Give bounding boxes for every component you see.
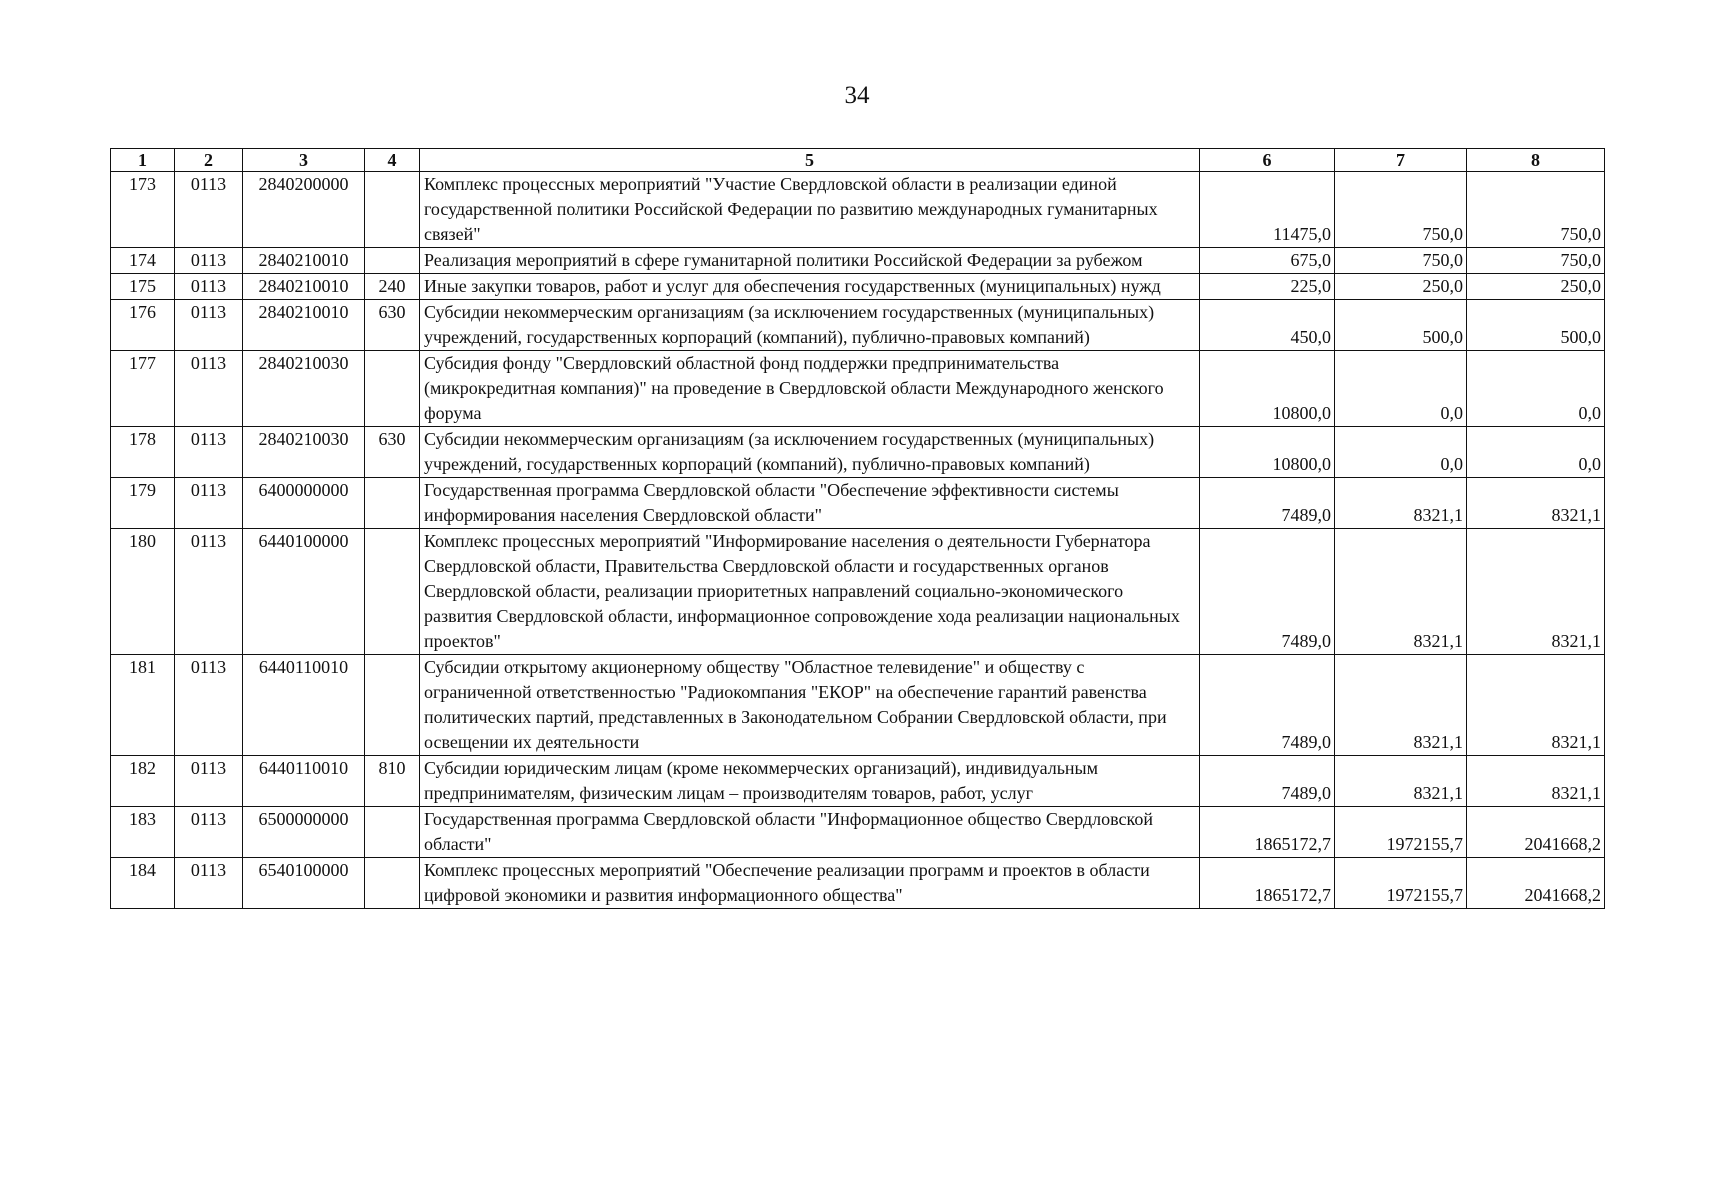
- item-name: Государственная программа Свердловской области "Обеспечение эффективности системы информирования населения Свердловской области": [420, 478, 1200, 529]
- amount-col-8: 8321,1: [1467, 529, 1605, 655]
- section-code: 0113: [175, 274, 243, 300]
- amount-col-8: 750,0: [1467, 248, 1605, 274]
- item-name: Комплекс процессных мероприятий "Обеспечение реализации программ и проектов в области цифровой экономики и развития информационного общества": [420, 858, 1200, 909]
- amount-col-6: 675,0: [1200, 248, 1335, 274]
- table-row: [111, 807, 1605, 858]
- amount-col-7: 0,0: [1335, 427, 1467, 478]
- amount-col-8: 0,0: [1467, 427, 1605, 478]
- expense-type-code: [365, 248, 420, 274]
- amount-col-7: 1972155,7: [1335, 807, 1467, 858]
- header-cell: 7: [1335, 149, 1467, 172]
- table-row: [111, 655, 1605, 756]
- row-number: 180: [111, 529, 175, 655]
- row-number: 183: [111, 807, 175, 858]
- table-row: [111, 427, 1605, 478]
- amount-col-7: 8321,1: [1335, 529, 1467, 655]
- amount-col-6: 11475,0: [1200, 172, 1335, 248]
- amount-col-8: 0,0: [1467, 351, 1605, 427]
- expense-type-code: [365, 655, 420, 756]
- header-cell: 6: [1200, 149, 1335, 172]
- section-code: 0113: [175, 807, 243, 858]
- header-cell: 4: [365, 149, 420, 172]
- target-article-code: 6500000000: [243, 807, 365, 858]
- header-cell: 8: [1467, 149, 1605, 172]
- item-name: Субсидии некоммерческим организациям (за исключением государственных (муниципальных) учреждений, государственных корпораций (компаний), публично-правовых компаний): [420, 300, 1200, 351]
- header-row: [111, 149, 1605, 172]
- expense-type-code: 630: [365, 300, 420, 351]
- target-article-code: 2840210010: [243, 274, 365, 300]
- target-article-code: 6440100000: [243, 529, 365, 655]
- target-article-code: 2840200000: [243, 172, 365, 248]
- amount-col-8: 2041668,2: [1467, 807, 1605, 858]
- amount-col-6: 7489,0: [1200, 655, 1335, 756]
- page-number: 34: [844, 82, 870, 109]
- item-name: Комплекс процессных мероприятий "Информирование населения о деятельности Губернатора Свердловской области, Правительства Свердловской области и государственных органов Свердловской области, реализации приоритетных направлений социально-экономического развития Свердловской области, информационное сопровождение хода реализации национальных проектов": [420, 529, 1200, 655]
- expense-type-code: 810: [365, 756, 420, 807]
- amount-col-8: 8321,1: [1467, 478, 1605, 529]
- section-code: 0113: [175, 858, 243, 909]
- budget-table: [110, 148, 1605, 909]
- amount-col-7: 750,0: [1335, 248, 1467, 274]
- amount-col-7: 750,0: [1335, 172, 1467, 248]
- row-number: 177: [111, 351, 175, 427]
- table-row: [111, 858, 1605, 909]
- item-name: Комплекс процессных мероприятий "Участие Свердловской области в реализации единой государственной политики Российской Федерации по развитию международных гуманитарных связей": [420, 172, 1200, 248]
- header-cell: 2: [175, 149, 243, 172]
- target-article-code: 6400000000: [243, 478, 365, 529]
- row-number: 182: [111, 756, 175, 807]
- target-article-code: 2840210010: [243, 248, 365, 274]
- section-code: 0113: [175, 248, 243, 274]
- section-code: 0113: [175, 172, 243, 248]
- section-code: 0113: [175, 529, 243, 655]
- table-row: [111, 300, 1605, 351]
- amount-col-7: 1972155,7: [1335, 858, 1467, 909]
- table-row: [111, 529, 1605, 655]
- amount-col-7: 8321,1: [1335, 655, 1467, 756]
- header-cell: 1: [111, 149, 175, 172]
- amount-col-7: 8321,1: [1335, 756, 1467, 807]
- amount-col-7: 0,0: [1335, 351, 1467, 427]
- amount-col-7: 8321,1: [1335, 478, 1467, 529]
- row-number: 174: [111, 248, 175, 274]
- target-article-code: 6440110010: [243, 756, 365, 807]
- amount-col-6: 10800,0: [1200, 351, 1335, 427]
- table-row: [111, 172, 1605, 248]
- expense-type-code: [365, 172, 420, 248]
- amount-col-6: 450,0: [1200, 300, 1335, 351]
- amount-col-8: 750,0: [1467, 172, 1605, 248]
- table-row: [111, 351, 1605, 427]
- row-number: 184: [111, 858, 175, 909]
- row-number: 178: [111, 427, 175, 478]
- amount-col-6: 1865172,7: [1200, 807, 1335, 858]
- item-name: Реализация мероприятий в сфере гуманитарной политики Российской Федерации за рубежом: [420, 248, 1200, 274]
- target-article-code: 2840210010: [243, 300, 365, 351]
- row-number: 179: [111, 478, 175, 529]
- row-number: 173: [111, 172, 175, 248]
- row-number: 175: [111, 274, 175, 300]
- target-article-code: 6440110010: [243, 655, 365, 756]
- amount-col-6: 225,0: [1200, 274, 1335, 300]
- amount-col-6: 1865172,7: [1200, 858, 1335, 909]
- item-name: Иные закупки товаров, работ и услуг для обеспечения государственных (муниципальных) нужд: [420, 274, 1200, 300]
- amount-col-6: 7489,0: [1200, 529, 1335, 655]
- item-name: Государственная программа Свердловской области "Информационное общество Свердловской области": [420, 807, 1200, 858]
- expense-type-code: [365, 478, 420, 529]
- amount-col-7: 500,0: [1335, 300, 1467, 351]
- target-article-code: 2840210030: [243, 427, 365, 478]
- amount-col-8: 500,0: [1467, 300, 1605, 351]
- table-row: [111, 248, 1605, 274]
- item-name: Субсидия фонду "Свердловский областной фонд поддержки предпринимательства (микрокредитная компания)" на проведение в Свердловской области Международного женского форума: [420, 351, 1200, 427]
- table-row: [111, 756, 1605, 807]
- section-code: 0113: [175, 427, 243, 478]
- amount-col-8: 2041668,2: [1467, 858, 1605, 909]
- section-code: 0113: [175, 351, 243, 427]
- amount-col-8: 8321,1: [1467, 756, 1605, 807]
- item-name: Субсидии открытому акционерному обществу "Областное телевидение" и обществу с ограниченной ответственностью "Радиокомпания "ЕКОР" на обеспечение гарантий равенства политических партий, представленных в Законодательном Собрании Свердловской области, при освещении их деятельности: [420, 655, 1200, 756]
- target-article-code: 2840210030: [243, 351, 365, 427]
- amount-col-7: 250,0: [1335, 274, 1467, 300]
- amount-col-8: 8321,1: [1467, 655, 1605, 756]
- expense-type-code: [365, 858, 420, 909]
- amount-col-8: 250,0: [1467, 274, 1605, 300]
- row-number: 181: [111, 655, 175, 756]
- item-name: Субсидии юридическим лицам (кроме некоммерческих организаций), индивидуальным предпринимателям, физическим лицам – производителям товаров, работ, услуг: [420, 756, 1200, 807]
- row-number: 176: [111, 300, 175, 351]
- amount-col-6: 7489,0: [1200, 478, 1335, 529]
- header-cell: 5: [420, 149, 1200, 172]
- expense-type-code: [365, 351, 420, 427]
- section-code: 0113: [175, 756, 243, 807]
- target-article-code: 6540100000: [243, 858, 365, 909]
- expense-type-code: [365, 807, 420, 858]
- header-cell: 3: [243, 149, 365, 172]
- table-row: [111, 478, 1605, 529]
- expense-type-code: 630: [365, 427, 420, 478]
- amount-col-6: 10800,0: [1200, 427, 1335, 478]
- expense-type-code: 240: [365, 274, 420, 300]
- section-code: 0113: [175, 655, 243, 756]
- section-code: 0113: [175, 478, 243, 529]
- amount-col-6: 7489,0: [1200, 756, 1335, 807]
- expense-type-code: [365, 529, 420, 655]
- section-code: 0113: [175, 300, 243, 351]
- item-name: Субсидии некоммерческим организациям (за исключением государственных (муниципальных) учреждений, государственных корпораций (компаний), публично-правовых компаний): [420, 427, 1200, 478]
- table-row: [111, 274, 1605, 300]
